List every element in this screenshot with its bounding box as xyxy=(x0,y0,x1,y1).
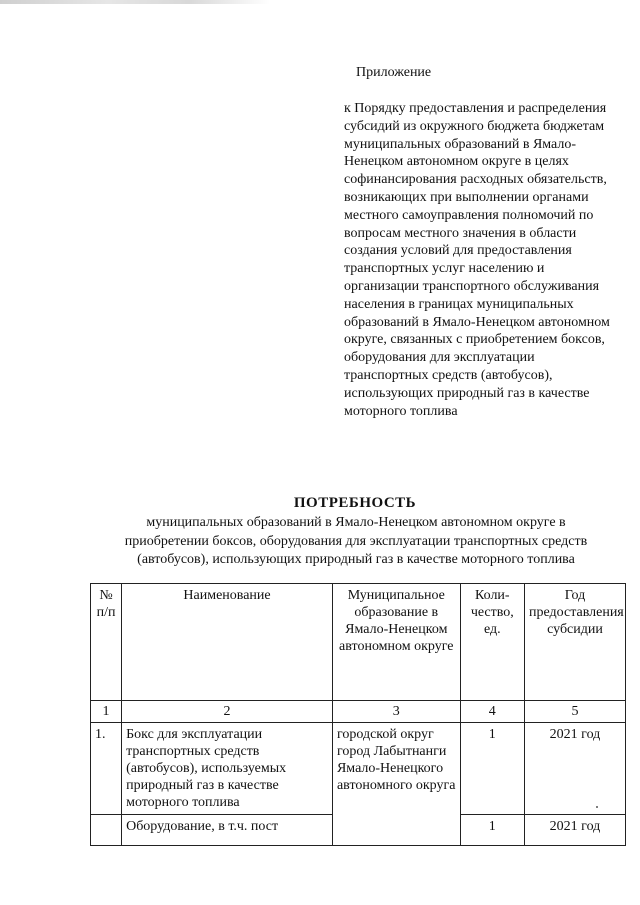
table-row xyxy=(91,723,626,815)
row-year: 2021 год xyxy=(524,815,625,846)
header-name: Наименование xyxy=(122,584,333,701)
row-municipality: городской округ город Лабытнанги Ямало-Ненецкого автономного округа xyxy=(332,723,460,846)
row-quantity: 1 xyxy=(460,815,524,846)
index-cell: 4 xyxy=(460,701,524,723)
header-year: Год предоставления субсидии xyxy=(524,584,625,701)
header-municipality: Муниципальное образование в Ямало-Ненецком автономном округе xyxy=(332,584,460,701)
row-quantity: 1 xyxy=(460,723,524,815)
needs-table xyxy=(90,583,626,846)
row-num: 1. xyxy=(91,723,122,815)
annex-text: к Порядку предоставления и распределения субсидий из окружного бюджета бюджетам муниципальных образований в Ямало-Ненецком автономном округе в целях софинансирования расходных обязательств, возникающих при выполнении органами местного самоуправления полномочий по вопросам местного значения в области создания условий для предоставления транспортных услуг населению и организации транспортного обслуживания населения в границах муниципальных образований в Ямало-Ненецком автономном округе, связанных с приобретением боксов, оборудования для эксплуатации транспортных средств (автобусов), использующих природный газ в качестве моторного топлива xyxy=(344,101,610,419)
index-cell: 3 xyxy=(332,701,460,723)
index-cell: 1 xyxy=(91,701,122,723)
header-quantity: Коли-чество, ед. xyxy=(460,584,524,701)
header-num: № п/п xyxy=(91,584,122,701)
table-index-row xyxy=(91,701,626,723)
row-name: Оборудование, в т.ч. пост xyxy=(122,815,333,846)
row-year: 2021 год xyxy=(524,723,625,815)
index-cell: 2 xyxy=(122,701,333,723)
index-cell: 5 xyxy=(524,701,625,723)
annex-title: Приложение xyxy=(356,65,432,80)
document-subtitle: муниципальных образований в Ямало-Ненецком автономном округе в приобретении боксов, оборудования для эксплуатации транспортных средств (автобусов), использующих природный газ в качестве моторного топлива xyxy=(124,515,588,567)
scan-artifact xyxy=(0,0,270,4)
row-name: Бокс для эксплуатации транспортных средств (автобусов), используемых природный газ в качестве моторного топлива xyxy=(122,723,333,815)
document-title: ПОТРЕБНОСТЬ xyxy=(293,495,417,511)
row-num xyxy=(91,815,122,846)
table-header-row xyxy=(91,584,626,701)
scan-speck xyxy=(596,806,598,808)
